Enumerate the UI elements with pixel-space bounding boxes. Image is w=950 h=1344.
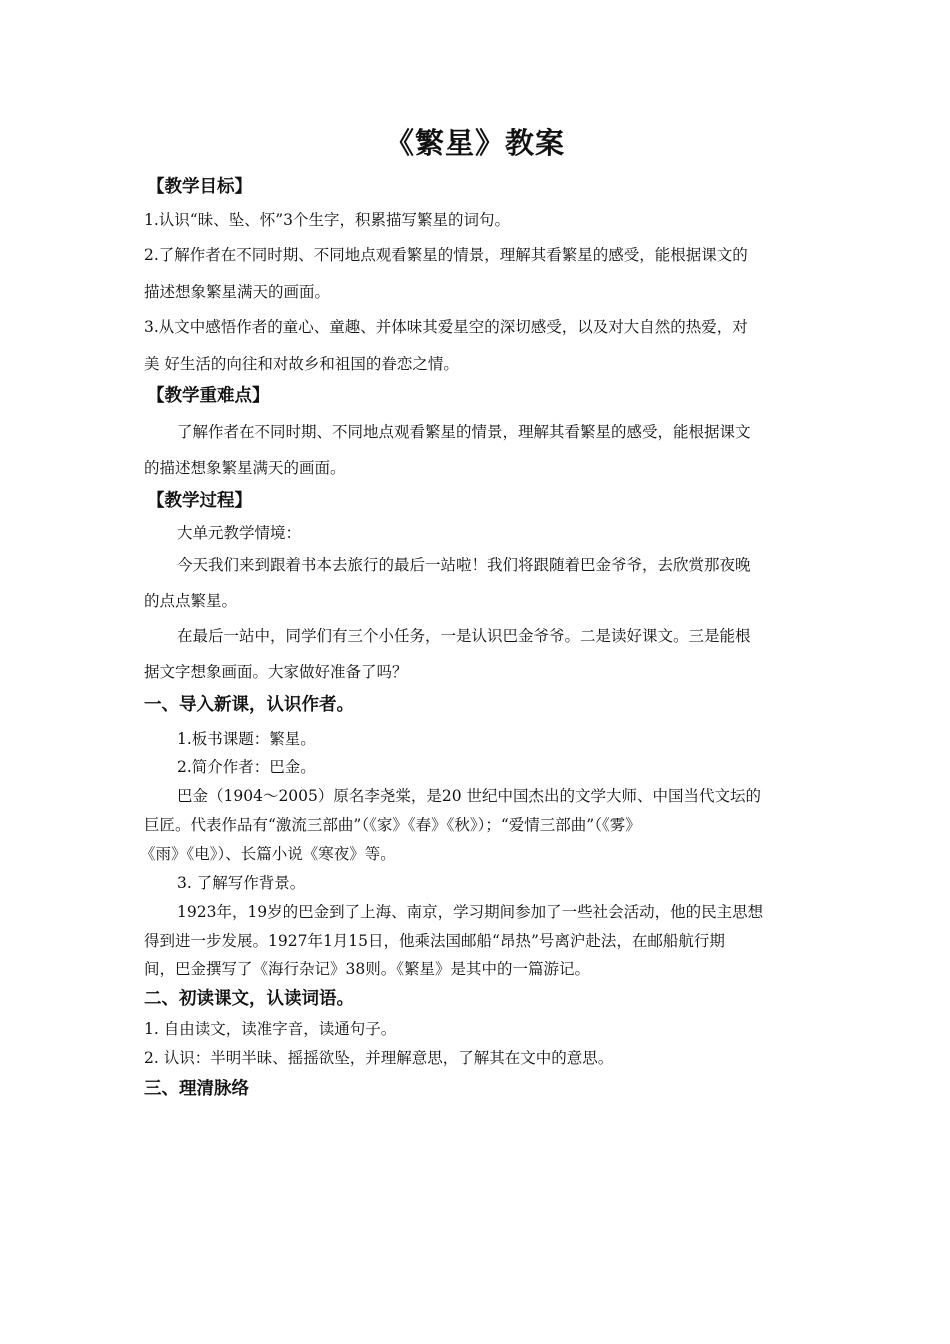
paragraph-line: 1.认识“昧、坠、怀”3个生字，积累描写繁星的词句。 [144,211,510,229]
paragraph-line: 在最后一站中，同学们有三个小任务，一是认识巴金爷爷。二是读好课文。三是能根 [177,627,751,645]
paragraph-line: 3.从文中感悟作者的童心、童趣、并体味其爱星空的深切感受，以及对大自然的热爱，对 [144,318,748,336]
paragraph-line: 1923年，19岁的巴金到了上海、南京，学习期间参加了一些社会活动，他的民主思想 [177,903,764,921]
paragraph-line: 1. 自由读文，读准字音，读通句子。 [144,1020,397,1038]
paragraph-line: 得到进一步发展。1927年1月15日，他乘法国邮船“昂热”号离沪赴法，在邮船航行期 [144,932,725,950]
paragraph-line: 2.了解作者在不同时期、不同地点观看繁星的情景，理解其看繁星的感受，能根据课文的 [144,246,748,264]
section-heading-structure: 三、理清脉络 [144,1079,249,1099]
paragraph-line: 的描述想象繁星满天的画面。 [144,459,346,477]
paragraph-line: 2. 认识：半明半昧、摇摇欲坠，并理解意思，了解其在文中的意思。 [144,1049,614,1067]
paragraph-line: 3. 了解写作背景。 [177,874,306,892]
paragraph-line: 今天我们来到跟着书本去旅行的最后一站啦！我们将跟随着巴金爷爷，去欣赏那夜晚 [177,556,751,574]
paragraph-line: 2.简介作者：巴金。 [177,758,316,776]
section-heading-intro: 一、导入新课，认识作者。 [144,695,354,715]
paragraph-line: 《雨》《电》）、长篇小说《寒夜》等。 [140,845,396,863]
paragraph-line: 间，巴金撰写了《海行杂记》38则。《繁星》是其中的一篇游记。 [144,960,590,978]
paragraph-line: 据文字想象画面。大家做好准备了吗？ [144,663,408,681]
document-title: 《繁星》教案 [384,126,565,160]
section-heading-process: 【教学过程】 [147,491,252,511]
section-heading-first-reading: 二、初读课文，认读词语。 [144,989,354,1009]
paragraph-line: 巴金（1904～2005）原名李尧棠，是20 世纪中国杰出的文学大师、中国当代文坛的 [177,787,762,805]
paragraph-line: 描述想象繁星满天的画面。 [144,283,331,301]
section-heading-key-points: 【教学重难点】 [147,386,270,406]
paragraph-line: 巨匠。代表作品有“激流三部曲”（《家》《春》《秋》）；“爱情三部曲”（《雾》 [144,816,641,834]
paragraph-line: 美 好生活的向往和对故乡和祖国的眷恋之情。 [144,355,459,373]
section-heading-objectives: 【教学目标】 [147,177,252,197]
paragraph-line: 1.板书课题：繁星。 [177,730,316,748]
paragraph-line: 大单元教学情境： [177,524,302,542]
paragraph-line: 了解作者在不同时期、不同地点观看繁星的情景，理解其看繁星的感受，能根据课文 [177,423,751,441]
paragraph-line: 的点点繁星。 [144,592,238,610]
